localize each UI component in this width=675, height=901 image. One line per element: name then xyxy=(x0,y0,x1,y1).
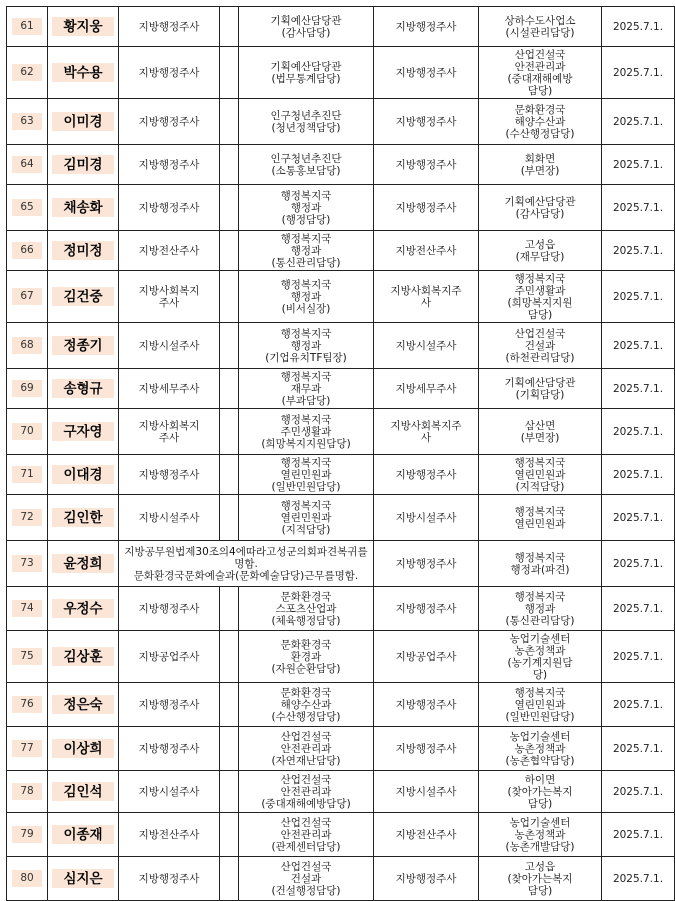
row-number-label: 72 xyxy=(12,509,42,526)
person-name xyxy=(48,323,119,369)
new-grade: 지방전산주사 xyxy=(374,813,479,857)
empty-cell xyxy=(220,323,239,369)
table-row xyxy=(7,47,675,99)
new-department: 기획예산담당관 (감사담당) xyxy=(479,185,602,231)
current-grade: 지방행정주사 xyxy=(119,857,220,901)
new-department: 행정복지국 행정과(파견) xyxy=(479,541,602,587)
person-name xyxy=(48,683,119,727)
empty-cell xyxy=(220,813,239,857)
current-grade: 지방행정주사 xyxy=(119,185,220,231)
table-row xyxy=(7,495,675,541)
new-grade: 지방행정주사 xyxy=(374,587,479,631)
effective-date: 2025.7.1. xyxy=(602,47,675,99)
new-grade: 지방행정주사 xyxy=(374,145,479,185)
table-row xyxy=(7,99,675,145)
table-row xyxy=(7,409,675,455)
current-grade: 지방행정주사 xyxy=(119,587,220,631)
row-number xyxy=(7,541,48,587)
current-department: 산업건설국 안전관리과 (관제센터담당) xyxy=(239,813,374,857)
row-number xyxy=(7,495,48,541)
current-grade: 지방행정주사 xyxy=(119,727,220,771)
person-name-label: 이대경 xyxy=(52,465,114,484)
empty-cell xyxy=(220,271,239,323)
person-name-label: 심지은 xyxy=(52,869,114,888)
row-number xyxy=(7,145,48,185)
table-row xyxy=(7,727,675,771)
person-name xyxy=(48,495,119,541)
row-number-label: 64 xyxy=(12,156,42,173)
row-number-label: 67 xyxy=(12,288,42,305)
new-grade: 지방행정주사 xyxy=(374,7,479,47)
current-grade: 지방행정주사 xyxy=(119,99,220,145)
table-row xyxy=(7,541,675,587)
empty-cell xyxy=(220,99,239,145)
new-grade: 지방행정주사 xyxy=(374,541,479,587)
new-grade: 지방전산주사 xyxy=(374,231,479,271)
new-grade: 지방공업주사 xyxy=(374,631,479,683)
effective-date: 2025.7.1. xyxy=(602,409,675,455)
current-grade: 지방시설주사 xyxy=(119,495,220,541)
new-department: 행정복지국 행정과 (통신관리담당) xyxy=(479,587,602,631)
row-number-label: 61 xyxy=(12,18,42,35)
row-number xyxy=(7,231,48,271)
empty-cell xyxy=(220,857,239,901)
new-grade: 지방시설주사 xyxy=(374,771,479,813)
empty-cell xyxy=(220,727,239,771)
current-department: 인구청년추진단 (소통홍보담당) xyxy=(239,145,374,185)
current-grade: 지방시설주사 xyxy=(119,323,220,369)
person-name xyxy=(48,541,119,587)
row-number xyxy=(7,683,48,727)
person-name-label: 이상희 xyxy=(52,739,114,758)
personnel-table-body xyxy=(7,7,675,901)
effective-date: 2025.7.1. xyxy=(602,99,675,145)
effective-date: 2025.7.1. xyxy=(602,813,675,857)
effective-date: 2025.7.1. xyxy=(602,857,675,901)
table-row xyxy=(7,857,675,901)
row-number xyxy=(7,185,48,231)
effective-date: 2025.7.1. xyxy=(602,231,675,271)
person-name xyxy=(48,455,119,495)
current-department: 문화환경국 환경과 (자원순환담당) xyxy=(239,631,374,683)
personnel-table xyxy=(6,6,675,901)
new-department: 하이면 (찾아가는복지 담당) xyxy=(479,771,602,813)
effective-date: 2025.7.1. xyxy=(602,495,675,541)
new-department: 행정복지국 주민생활과 (희망복지지원 담당) xyxy=(479,271,602,323)
person-name-label: 우정수 xyxy=(52,599,114,618)
effective-date: 2025.7.1. xyxy=(602,587,675,631)
person-name-label: 정은숙 xyxy=(52,695,114,714)
current-department: 행정복지국 행정과 (비서실장) xyxy=(239,271,374,323)
row-number-label: 63 xyxy=(12,113,42,130)
current-grade: 지방행정주사 xyxy=(119,455,220,495)
empty-cell xyxy=(220,231,239,271)
effective-date: 2025.7.1. xyxy=(602,185,675,231)
person-name xyxy=(48,99,119,145)
table-row xyxy=(7,271,675,323)
empty-cell xyxy=(220,683,239,727)
new-department: 행정복지국 열린민원과 (지적담당) xyxy=(479,455,602,495)
new-grade: 지방행정주사 xyxy=(374,185,479,231)
empty-cell xyxy=(220,771,239,813)
current-department: 행정복지국 행정과 (통신관리담당) xyxy=(239,231,374,271)
person-name-label: 채송화 xyxy=(52,198,114,217)
effective-date: 2025.7.1. xyxy=(602,271,675,323)
row-number xyxy=(7,409,48,455)
row-number xyxy=(7,323,48,369)
new-grade: 지방행정주사 xyxy=(374,857,479,901)
person-name xyxy=(48,727,119,771)
row-number-label: 70 xyxy=(12,423,42,440)
current-department: 산업건설국 건설과 (건설행정담당) xyxy=(239,857,374,901)
empty-cell xyxy=(220,455,239,495)
row-number-label: 80 xyxy=(12,870,42,887)
empty-cell xyxy=(220,409,239,455)
person-name-label: 이종재 xyxy=(52,825,114,844)
new-department: 고성읍 (찾아가는복지 담당) xyxy=(479,857,602,901)
effective-date: 2025.7.1. xyxy=(602,541,675,587)
table-row xyxy=(7,7,675,47)
effective-date: 2025.7.1. xyxy=(602,631,675,683)
row-number-label: 68 xyxy=(12,337,42,354)
new-department: 삼산면 (부면장) xyxy=(479,409,602,455)
person-name xyxy=(48,271,119,323)
row-number xyxy=(7,7,48,47)
new-department: 상하수도사업소 (시설관리담당) xyxy=(479,7,602,47)
effective-date: 2025.7.1. xyxy=(602,455,675,495)
person-name-label: 김인석 xyxy=(52,782,114,801)
current-grade: 지방세무주사 xyxy=(119,369,220,409)
current-department: 기획예산담당관 (법무통계담당) xyxy=(239,47,374,99)
person-name xyxy=(48,813,119,857)
person-name-label: 송형규 xyxy=(52,379,114,398)
row-number-label: 73 xyxy=(12,555,42,572)
effective-date: 2025.7.1. xyxy=(602,369,675,409)
current-department: 행정복지국 행정과 (기업유치TF팀장) xyxy=(239,323,374,369)
table-row xyxy=(7,369,675,409)
table-row xyxy=(7,683,675,727)
empty-cell xyxy=(220,631,239,683)
table-row xyxy=(7,231,675,271)
person-name xyxy=(48,409,119,455)
new-grade: 지방사회복지주 사 xyxy=(374,409,479,455)
new-department: 농업기술센터 농촌정책과 (농촌개발담당) xyxy=(479,813,602,857)
row-number xyxy=(7,369,48,409)
row-number-label: 76 xyxy=(12,696,42,713)
new-department: 농업기술센터 농촌정책과 (농기계지원담 당) xyxy=(479,631,602,683)
person-name-label: 황지웅 xyxy=(52,17,114,36)
row-number xyxy=(7,587,48,631)
current-department: 행정복지국 열린민원과 (지적담당) xyxy=(239,495,374,541)
person-name-label: 정종기 xyxy=(52,336,114,355)
person-name xyxy=(48,857,119,901)
empty-cell xyxy=(220,495,239,541)
new-grade: 지방시설주사 xyxy=(374,495,479,541)
person-name-label: 구자영 xyxy=(52,422,114,441)
empty-cell xyxy=(220,7,239,47)
current-grade: 지방행정주사 xyxy=(119,7,220,47)
current-grade: 지방시설주사 xyxy=(119,771,220,813)
row-number xyxy=(7,727,48,771)
new-department: 문화환경국 해양수산과 (수산행정담당) xyxy=(479,99,602,145)
new-department: 회화면 (부면장) xyxy=(479,145,602,185)
effective-date: 2025.7.1. xyxy=(602,323,675,369)
new-department: 농업기술센터 농촌정책과 (농촌협약담당) xyxy=(479,727,602,771)
current-department: 행정복지국 주민생활과 (희망복지지원담당) xyxy=(239,409,374,455)
person-name-label: 정미정 xyxy=(52,241,114,260)
empty-cell xyxy=(220,145,239,185)
effective-date: 2025.7.1. xyxy=(602,771,675,813)
person-name xyxy=(48,631,119,683)
table-row xyxy=(7,813,675,857)
row-number-label: 71 xyxy=(12,466,42,483)
person-name-label: 김건중 xyxy=(52,287,114,306)
row-number-label: 78 xyxy=(12,783,42,800)
row-number xyxy=(7,47,48,99)
person-name xyxy=(48,185,119,231)
table-row xyxy=(7,771,675,813)
person-name xyxy=(48,587,119,631)
table-row xyxy=(7,323,675,369)
new-department: 행정복지국 열린민원과 (일반민원담당) xyxy=(479,683,602,727)
current-grade: 지방행정주사 xyxy=(119,683,220,727)
new-department: 기획예산담당관 (기획담당) xyxy=(479,369,602,409)
person-name xyxy=(48,47,119,99)
current-department: 인구청년추진단 (청년정책담당) xyxy=(239,99,374,145)
table-row xyxy=(7,631,675,683)
current-department: 산업건설국 안전관리과 (자연재난담당) xyxy=(239,727,374,771)
person-name-label: 김상훈 xyxy=(52,647,114,666)
table-row xyxy=(7,185,675,231)
current-grade: 지방전산주사 xyxy=(119,231,220,271)
empty-cell xyxy=(220,587,239,631)
row-number-label: 65 xyxy=(12,199,42,216)
current-department: 행정복지국 재무과 (부과담당) xyxy=(239,369,374,409)
empty-cell xyxy=(220,47,239,99)
empty-cell xyxy=(220,185,239,231)
current-grade: 지방사회복지 주사 xyxy=(119,271,220,323)
row-number xyxy=(7,455,48,495)
row-number-label: 69 xyxy=(12,380,42,397)
current-department: 행정복지국 열린민원과 (일반민원담당) xyxy=(239,455,374,495)
person-name-label: 김인한 xyxy=(52,508,114,527)
person-name xyxy=(48,7,119,47)
new-department: 행정복지국 열린민원과 xyxy=(479,495,602,541)
table-row xyxy=(7,145,675,185)
effective-date: 2025.7.1. xyxy=(602,683,675,727)
person-name xyxy=(48,771,119,813)
new-grade: 지방사회복지주 사 xyxy=(374,271,479,323)
effective-date: 2025.7.1. xyxy=(602,7,675,47)
row-number xyxy=(7,813,48,857)
new-grade: 지방행정주사 xyxy=(374,99,479,145)
row-number-label: 75 xyxy=(12,648,42,665)
person-name-label: 박수용 xyxy=(52,63,114,82)
effective-date: 2025.7.1. xyxy=(602,145,675,185)
new-department: 산업건설국 안전관리과 (중대재해예방 담당) xyxy=(479,47,602,99)
row-number-label: 62 xyxy=(12,64,42,81)
current-grade: 지방사회복지 주사 xyxy=(119,409,220,455)
row-number xyxy=(7,271,48,323)
new-grade: 지방시설주사 xyxy=(374,323,479,369)
table-row xyxy=(7,587,675,631)
new-department: 산업건설국 건설과 (하천관리담당) xyxy=(479,323,602,369)
row-number-label: 77 xyxy=(12,740,42,757)
current-grade: 지방전산주사 xyxy=(119,813,220,857)
row-number xyxy=(7,771,48,813)
current-department: 문화환경국 해양수산과 (수산행정담당) xyxy=(239,683,374,727)
person-name xyxy=(48,145,119,185)
effective-date: 2025.7.1. xyxy=(602,727,675,771)
person-name-label: 김미경 xyxy=(52,155,114,174)
new-grade: 지방세무주사 xyxy=(374,369,479,409)
current-department: 행정복지국 행정과 (행정담당) xyxy=(239,185,374,231)
current-department: 문화환경국 스포츠산업과 (체육행정담당) xyxy=(239,587,374,631)
new-grade: 지방행정주사 xyxy=(374,727,479,771)
row-number-label: 74 xyxy=(12,600,42,617)
current-grade: 지방공업주사 xyxy=(119,631,220,683)
new-grade: 지방행정주사 xyxy=(374,455,479,495)
person-name-label: 윤정희 xyxy=(52,554,114,573)
transfer-note: 지방공무원법제30조의4에따라고성군의회파견복귀를 명함. 문화환경국문화예술과(문화예술담당)근무를명함. xyxy=(119,541,374,587)
current-department: 기획예산담당관 (감사담당) xyxy=(239,7,374,47)
row-number xyxy=(7,631,48,683)
row-number-label: 66 xyxy=(12,242,42,259)
table-row xyxy=(7,455,675,495)
person-name xyxy=(48,231,119,271)
empty-cell xyxy=(220,369,239,409)
person-name xyxy=(48,369,119,409)
current-department: 산업건설국 안전관리과 (중대재해예방담당) xyxy=(239,771,374,813)
row-number-label: 79 xyxy=(12,826,42,843)
row-number xyxy=(7,99,48,145)
new-department: 고성읍 (재무담당) xyxy=(479,231,602,271)
new-grade: 지방행정주사 xyxy=(374,47,479,99)
new-grade: 지방행정주사 xyxy=(374,683,479,727)
current-grade: 지방행정주사 xyxy=(119,47,220,99)
row-number xyxy=(7,857,48,901)
current-grade: 지방행정주사 xyxy=(119,145,220,185)
person-name-label: 이미경 xyxy=(52,112,114,131)
